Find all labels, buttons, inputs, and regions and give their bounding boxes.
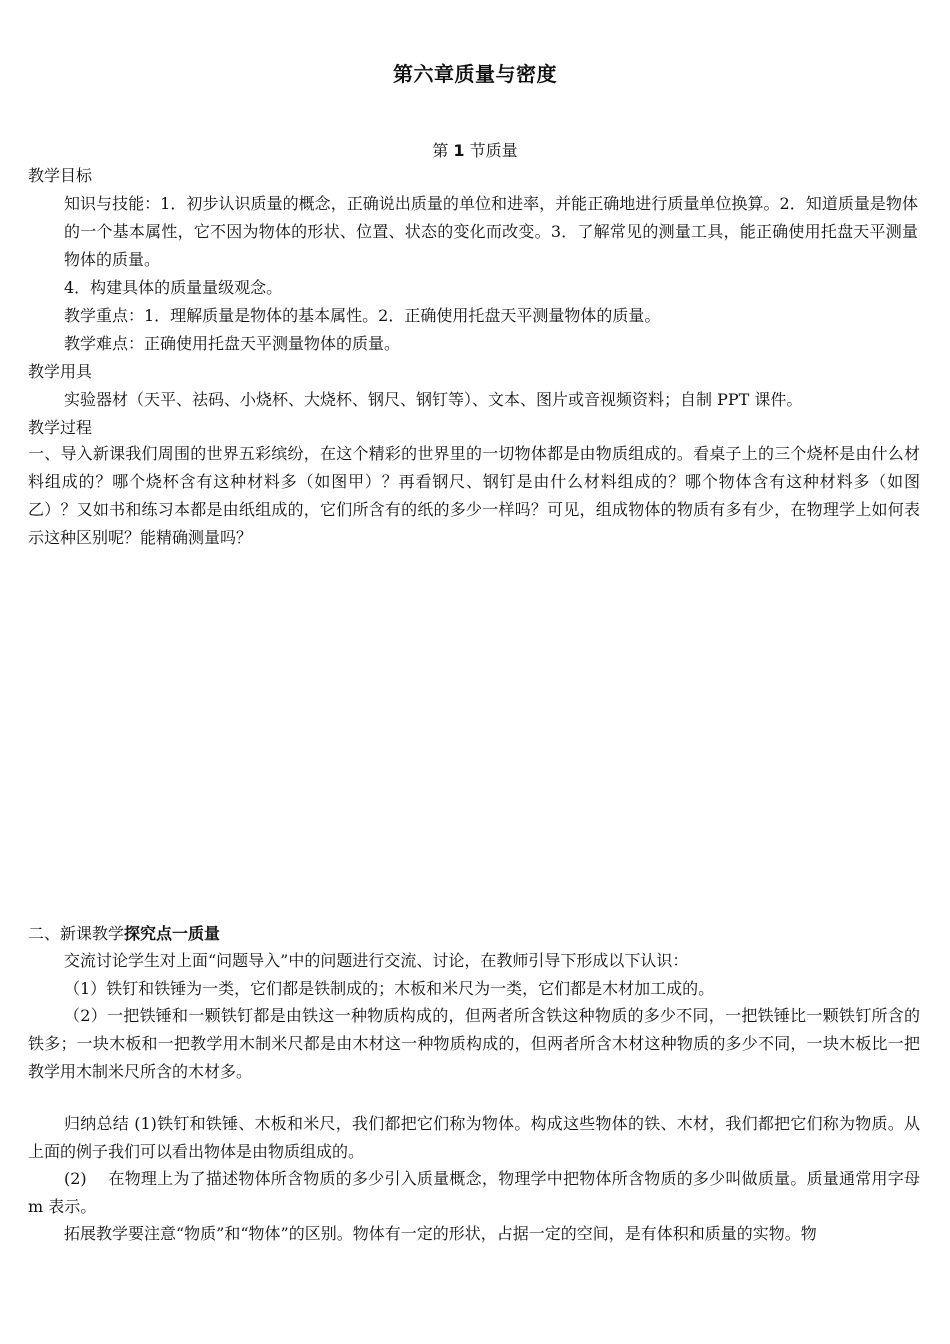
chapter-title: 第六章质量与密度 xyxy=(393,62,557,86)
discussion-paragraph: 交流讨论学生对上面“问题导入”中的问题进行交流、讨论，在教师引导下形成以下认识： xyxy=(64,951,689,970)
heading-process: 教学过程 xyxy=(28,418,93,437)
heading-goals: 教学目标 xyxy=(28,166,93,185)
summary-1: 归纳总结 (1)铁钉和铁锤、木板和米尺，我们都把它们称为物体。构成这些物体的铁、木材，我们都把它们称为物质。从上面的例子我们可以看出物体是由物质组成的。 xyxy=(28,1114,920,1161)
section-number: 1 xyxy=(453,141,465,160)
section-prefix: 第 xyxy=(432,141,449,160)
tools-paragraph: 实验器材（天平、祛码、小烧杯、大烧杯、钢尺、钢钉等）、文本、图片或音视频资料；自制 PPT 课件。 xyxy=(64,390,803,409)
new-lesson-prefix: 二、新课教学 xyxy=(28,924,125,943)
goal-4: 4．构建具体的质量量级观念。 xyxy=(64,278,283,297)
extension-paragraph: 拓展教学要注意“物质”和“物体”的区别。物体有一定的形状，占据一定的空间，是有体积和质量的实物。物 xyxy=(64,1224,817,1243)
goals-paragraph: 知识与技能：1．初步认识质量的概念，正确说出质量的单位和进率，并能正确地进行质量单位换算。2．知道质量是物体的一个基本属性，它不因为物体的形状、位置、状态的变化而改变。3．了解常见的测量工具，能正确使用托盘天平测量物体的质量。 xyxy=(64,194,918,269)
point-2: （2）一把铁锤和一颗铁钉都是由铁这一种物质构成的，但两者所含铁这种物质的多少不同，一把铁锤比一颗铁钉所含的铁多；一块木板和一把教学用木制米尺都是由木材这一种物质构成的，但两者所含木材这种物质的多少不同，一块木板比一把教学用木制米尺所含的木材多。 xyxy=(28,1006,920,1081)
explore-point-title: 探究点一质量 xyxy=(124,924,221,943)
difficulties: 教学难点：正确使用托盘天平测量物体的质量。 xyxy=(64,334,401,353)
new-lesson-heading xyxy=(28,920,918,948)
section-suffix: 节质量 xyxy=(469,141,518,160)
intro-paragraph: 一、导入新课我们周围的世界五彩缤纷，在这个精彩的世界里的一切物体都是由物质组成的。看桌子上的三个烧杯是由什么材料组成的？哪个烧杯含有这种材料多（如图甲）？再看钢尺、钢钉是由什么材料组成的？哪个物体含有这种材料多（如图乙）？又如书和练习本都是由纸组成的，它们所含有的纸的多少一样吗？可见，组成物体的物质有多有少，在物理学上如何表示这种区别呢？能精确测量吗？ xyxy=(28,444,920,547)
point-1: （1）铁钉和铁锤为一类，它们都是铁制成的；木板和米尺为一类，它们都是木材加工成的。 xyxy=(64,979,715,998)
heading-tools: 教学用具 xyxy=(28,362,93,381)
summary-2: (2) 在物理上为了描述物体所含物质的多少引入质量概念，物理学中把物体所含物质的多少叫做质量。质量通常用字母 m 表示。 xyxy=(28,1169,920,1216)
section-title xyxy=(0,138,950,161)
key-points: 教学重点：1．理解质量是物体的基本属性。2．正确使用托盘天平测量物体的质量。 xyxy=(64,306,661,325)
